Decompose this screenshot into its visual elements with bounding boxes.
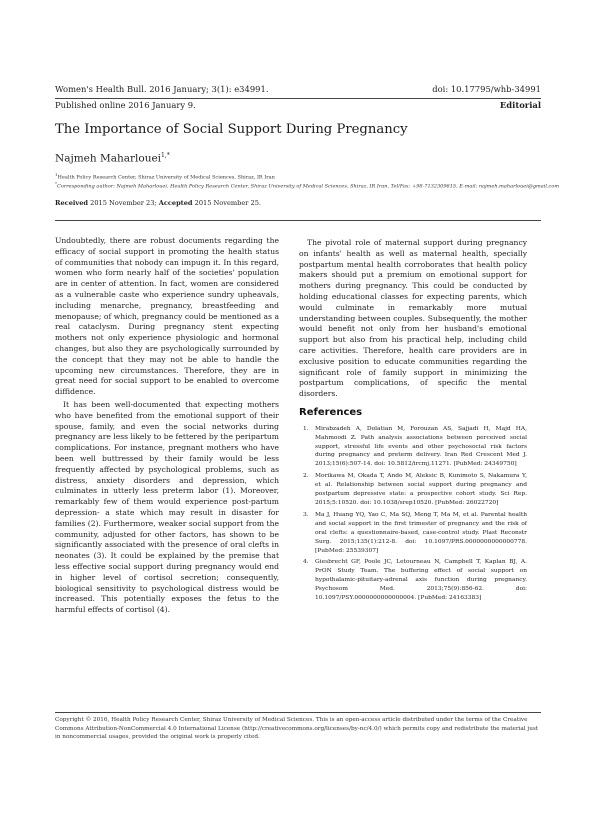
- affiliation-text: Health Policy Research Center, Shiraz University of Medical Sciences, Shiraz, IR Iran: [57, 174, 275, 181]
- corresponding-author: [55, 181, 560, 190]
- affiliation: [55, 172, 545, 181]
- accepted-label: Accepted: [158, 199, 193, 207]
- article-title: The Importance of Social Support During Pregnancy: [55, 122, 408, 137]
- footer-rule: [55, 712, 541, 713]
- published-date: Published online 2016 January 9.: [55, 100, 196, 110]
- journal-citation: Women's Health Bull. 2016 January; 3(1): e34991.: [55, 84, 269, 94]
- body-paragraph-1: Undoubtedly, there are robust documents regarding the efficacy of social support in promoting the health status of communities that nobody can impugn it. In this regard, women who form nearly half of the societies' population are in center of attention. In fact, women are considered as a vulnerable caste who experience sundry upheavals, including menarche, pregnancy, breastfeeding and menopause; of which, pregnancy could be mentioned as a real cataclysm. During pregnancy stent expecting mothers not only experience physiologic and hormonal changes, but also they are psychologically surrounded by the concept that they may not be able to handle the upcoming new circumstances. Therefore, they are in great need for social support to be enabled to overcome diffidence.: [55, 236, 279, 397]
- received-label: Received: [55, 199, 89, 207]
- corresponding-superscript: *: [55, 181, 57, 186]
- reference-item: 4. Giesbrecht GF, Poole JC, Letourneau N, Campbell T, Kaplan BJ, A. PrON Study Team. The buffering effect of social support on hypothalamic-pituitary-adrenal axis function during pregnancy. Psychosom Med. 2013;75(9):856-62. doi: 10.1097/PSY.0000000000000004. [PubMed: 24163383]: [303, 559, 527, 602]
- body-column-left: [55, 236, 279, 616]
- author-superscript: 1,*: [161, 152, 170, 159]
- reference-item: 3. Ma J, Huang YQ, Yao C, Ma SQ, Meng T, Ma M, et al. Parental health and social support in the first trimester of pregnancy and the risk of oral clefts: a questionnaire-based, case-control study. Plast Reconstr Surg. 2015;135(1):212-8. doi: 10.1097/PRS.0000000000000778. [PubMed: 25539307]: [303, 511, 527, 554]
- copyright-notice: Copyright © 2016, Health Policy Research Center, Shiraz University of Medical Sciences. This is an open-access article distributed under the terms of the Creative Commons Attribution-NonCommercial 4.0 International License (http://creativecommons.org/licenses/by-nc/4.0/) which permits copy and redistribute the material just in noncommercial usages, provided the original work is properly cited.: [55, 717, 539, 740]
- references-heading: References: [299, 406, 363, 418]
- author-line: [55, 152, 170, 165]
- header-rule: [55, 98, 541, 99]
- doi-link[interactable]: doi: 10.17795/whb-34991: [432, 84, 541, 94]
- corresponding-text: Corresponding author: Najmeh Maharlouei, Health Policy Research Center, Shiraz University of Medical Sciences, Shiraz, IR Iran. Tel/Fax: +98-7132309615, E-mail: najmeh.maharlouei@gmail.com: [57, 183, 560, 190]
- running-header: [55, 84, 541, 98]
- author-name: Najmeh Maharlouei: [55, 152, 162, 165]
- references-list: [299, 425, 527, 603]
- reference-item: 1. Mirabzadeh A, Dolatian M, Forouzan AS, Sajjadi H, Majd HA, Mahmoodi Z. Path analysis associations between perceived social support, stressful life events and other psychosocial risk factors during pregnancy and preterm delivery. Iran Red Crescent Med J. 2013;15(6):507-14. doi: 10.5812/ircmj.11271. [PubMed: 24349750]: [303, 425, 527, 468]
- affiliation-superscript: 1: [55, 172, 58, 177]
- article-type: Editorial: [499, 100, 541, 110]
- publication-info: [55, 100, 541, 112]
- body-paragraph-3: The pivotal role of maternal support during pregnancy on infants' health as well as maternal health, specially postpartum mental health corroborates that health policy makers should put a premium on emotional support for mothers during pregnancy. This could be conducted by holding educational classes for expecting parents, which would culminate in remarkably more mutual understanding between couples. Subsequently, the mother would benefit not only from her husband's emotional support but also from his practical help, including child care activities. Therefore, health care providers are in exclusive position to educate communities regarding the significant role of family support in minimizing the postpartum complications, of specific the mental disorders.: [299, 238, 527, 399]
- body-column-right: [299, 236, 527, 606]
- dates-rule: [55, 220, 541, 221]
- received-date: 2015 November 23;: [90, 199, 157, 207]
- body-paragraph-2: It has been well-documented that expecting mothers who have benefited from the emotional support of their spouse, family, and even the social networks during pregnancy are less likely to be fettered by the peripartum complications. For instance, pregnant mothers who have been well buttressed by their family would be less frequently affected by psychological problems, such as distress, anxiety disorders and depression, which culminates in utterly less preterm labor (1). Moreover, remarkably few of them would experience post-partum depression- a state which may result in disaster for families (2). Furthermore, weaker social support from the community, adjusted for other factors, has shown to be significantly associated with the presence of oral clefts in neonates (3). It could be explained by the premise that less effective social support during pregnancy would end in higher level of cortisol secretion; consequently, biological sensitivity to psychological distress would be increased. This potentially exposes the fetus to the harmful effects of cortisol (4).: [55, 399, 279, 615]
- dates-line: [55, 199, 261, 207]
- accepted-date: 2015 November 25.: [194, 199, 262, 207]
- reference-item: 2. Morikawa M, Okada T, Ando M, Aleksic B, Kunimoto S, Nakamura Y, et al. Relationship between social support during pregnancy and postpartum depressive state: a prospective cohort study. Sci Rep. 2015;5:10520. doi: 10.1038/srep10520. [PubMed: 26022720]: [303, 473, 527, 506]
